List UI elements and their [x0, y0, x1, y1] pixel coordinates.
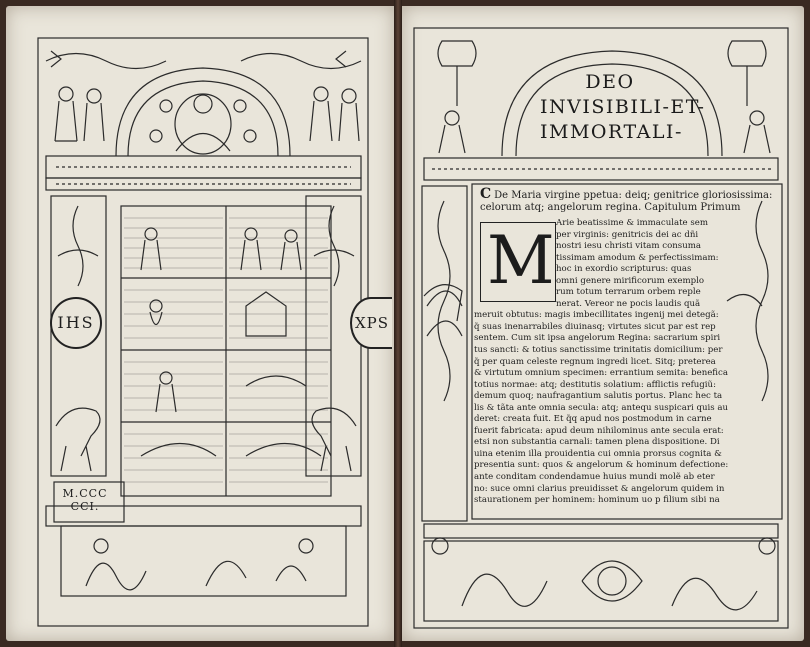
ihs-monogram: IHS	[50, 297, 102, 349]
text-line: no: suce omni clarius preuidisset & angelorum quidem in	[474, 483, 725, 494]
text-line: per virginis: genitricis dei ac dñi	[556, 229, 699, 240]
text-line: nostri iesu christi vitam consuma	[556, 241, 702, 252]
text-line: rum totum terrarum orbem reple	[556, 287, 701, 298]
text-line: deret: creata fuit. Et q̃q apud nos postmodum in carne	[474, 414, 712, 425]
initial-letter: M	[487, 222, 555, 299]
text-line: tus sancti: & totius sanctissime trinitatis domicilium: per	[474, 345, 723, 356]
date-inscription	[55, 487, 115, 513]
text-line: presentia sunt: quos & angelorum & hominum defectione:	[474, 460, 729, 471]
text-line: q̃ suas inenarrabiles diuinasq; virtutes sicut par est rep	[474, 321, 716, 332]
text-line: Arie beatissime & immaculate sem	[556, 218, 709, 228]
text-line: uina etenim illa prouidentia cui omnia prorsus cognita &	[474, 448, 722, 459]
title-line-1: DEO	[585, 71, 635, 93]
text-line: lis & tãta ante omnia secula: atq; antequ suspicari quis au	[474, 402, 729, 413]
text-line: sentem. Cum sit ipsa angelorum Regina: sacrarium spiri	[474, 333, 721, 344]
paragraph-mark: C	[480, 186, 492, 202]
title-line-3: IMMORTALI-	[540, 121, 683, 143]
text-line: etsi non substantia carnali: tamen plena dispositione. Di	[474, 437, 720, 448]
text-line: tissimam amodum & perfectissimam:	[556, 252, 719, 263]
chapter-heading	[480, 186, 778, 213]
text-line: totius normae: atq; destitutis solatium: afflictis refugiũ:	[474, 379, 716, 390]
dedication-title	[540, 70, 706, 145]
text-line: q̃ per quam celeste regnum ingredi licet. Sitq; preterea	[474, 356, 716, 367]
text-line: omni genere mirificorum exemplo	[556, 275, 705, 286]
text-line: nerat. Vereor ne pocis laudis quã	[556, 298, 701, 309]
text-line: hoc in exordio scripturus: quas	[556, 264, 692, 275]
text-line: meruit obtutus: magis imbecillitates ingenij mei detegã:	[474, 310, 719, 321]
date-line-1: M.CCC	[62, 487, 108, 500]
title-line-2: INVISIBILI-ET-	[540, 96, 706, 118]
body-text	[474, 218, 778, 507]
xps-monogram: XPS	[350, 297, 392, 349]
book-gutter	[394, 0, 402, 647]
text-line: demum quoq; naufragantium salutis portus. Planc hec ta	[474, 391, 723, 402]
text-line: fuerit fabricata: apud deum nihilominus ante secula erat:	[474, 425, 724, 436]
chapter-heading-text: De Maria virgine ppetua: deiq; genitrice gloriosissima: celorum atq; angelorum regina. Capitulum Primum	[480, 190, 773, 213]
text-line: staurationem per hominem: hominum uo p filium sibi na	[474, 495, 720, 506]
text-line: & virtutum omnium specimen: errantium semita: benefica	[474, 368, 728, 379]
date-line-2: CCI.	[70, 500, 100, 513]
text-line: ante conditam condendamue huius mundi molẽ ab eter	[474, 472, 715, 483]
